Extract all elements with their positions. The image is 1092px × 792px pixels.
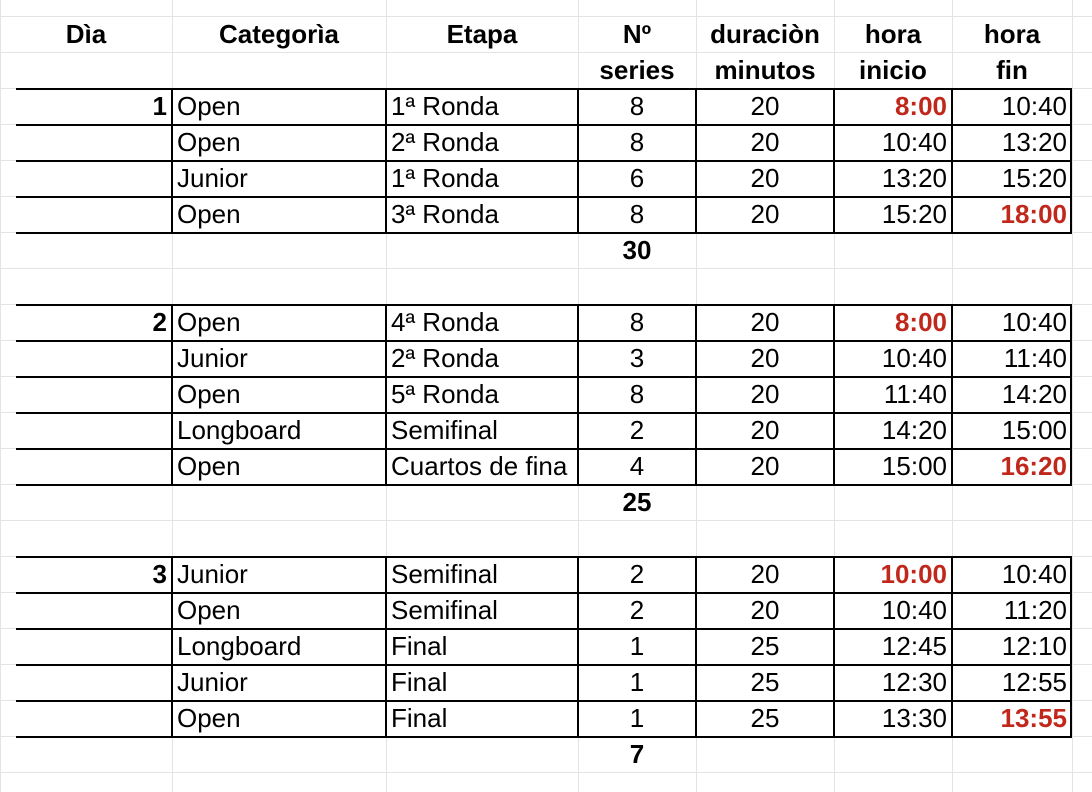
duracion-cell[interactable]: 25	[750, 631, 780, 661]
duracion-cell[interactable]: 25	[750, 703, 780, 733]
duracion-cell[interactable]: 20	[750, 379, 780, 409]
cell-border	[16, 484, 1072, 486]
cell-border	[577, 304, 579, 486]
categoria-cell[interactable]: Open	[177, 307, 241, 337]
cell-border	[1070, 304, 1072, 486]
categoria-cell[interactable]: Junior	[177, 343, 248, 373]
header-series-line2[interactable]: series	[599, 55, 675, 85]
cell-border	[385, 556, 387, 738]
grid-line-horizontal	[0, 16, 1092, 17]
series-total[interactable]: 7	[629, 739, 645, 769]
series-cell[interactable]: 1	[629, 631, 645, 661]
categoria-cell[interactable]: Open	[177, 703, 241, 733]
cell-border	[1070, 88, 1072, 234]
header-fin-line1[interactable]: hora	[983, 19, 1041, 49]
grid-line-vertical	[1072, 0, 1073, 792]
duracion-cell[interactable]: 20	[750, 415, 780, 445]
header-series-line1[interactable]: Nº	[622, 19, 652, 49]
cell-border	[171, 304, 173, 486]
grid-line-horizontal	[0, 520, 1092, 521]
hora-fin-cell[interactable]: 15:20	[1001, 163, 1067, 193]
cell-border	[171, 88, 173, 234]
series-cell[interactable]: 6	[629, 163, 645, 193]
cell-border	[16, 124, 1072, 126]
hora-inicio-cell[interactable]: 15:20	[881, 199, 947, 229]
header-categoria[interactable]: Categorìa	[219, 19, 339, 49]
cell-border	[16, 556, 1072, 558]
cell-border	[16, 232, 1072, 234]
hora-inicio-cell[interactable]: 14:20	[881, 415, 947, 445]
cell-border	[16, 628, 1072, 630]
header-fin-line2[interactable]: fin	[996, 55, 1028, 85]
cell-border	[385, 88, 387, 234]
hora-fin-cell[interactable]: 18:00	[1000, 199, 1067, 229]
cell-border	[951, 88, 953, 234]
etapa-cell[interactable]: 1ª Ronda	[391, 163, 499, 193]
cell-border	[16, 664, 1072, 666]
hora-inicio-cell[interactable]: 8:00	[894, 307, 947, 337]
hora-fin-cell[interactable]: 14:20	[1001, 379, 1067, 409]
cell-border	[16, 88, 1072, 90]
series-cell[interactable]: 1	[629, 667, 645, 697]
series-cell[interactable]: 2	[629, 595, 645, 625]
series-cell[interactable]: 8	[629, 199, 645, 229]
series-cell[interactable]: 8	[629, 379, 645, 409]
series-cell[interactable]: 8	[629, 127, 645, 157]
hora-inicio-cell[interactable]: 13:20	[881, 163, 947, 193]
duracion-cell[interactable]: 20	[750, 163, 780, 193]
cell-border	[577, 556, 579, 738]
categoria-cell[interactable]: Open	[177, 595, 241, 625]
hora-fin-cell[interactable]: 12:55	[1001, 667, 1067, 697]
categoria-cell[interactable]: Open	[177, 199, 241, 229]
etapa-cell[interactable]: 2ª Ronda	[391, 343, 499, 373]
etapa-cell[interactable]: Final	[391, 667, 448, 697]
categoria-cell[interactable]: Junior	[177, 667, 248, 697]
etapa-cell[interactable]: 4ª Ronda	[391, 307, 499, 337]
series-total[interactable]: 25	[622, 487, 652, 517]
etapa-cell[interactable]: 3ª Ronda	[391, 199, 499, 229]
hora-fin-cell[interactable]: 11:40	[1003, 343, 1067, 373]
categoria-cell[interactable]: Open	[177, 91, 241, 121]
hora-inicio-cell[interactable]: 12:30	[881, 667, 947, 697]
cell-border	[16, 592, 1072, 594]
hora-fin-cell[interactable]: 13:20	[1001, 127, 1067, 157]
cell-border	[16, 160, 1072, 162]
duracion-cell[interactable]: 25	[750, 667, 780, 697]
categoria-cell[interactable]: Open	[177, 451, 241, 481]
etapa-cell[interactable]: Final	[391, 631, 448, 661]
cell-border	[16, 304, 1072, 306]
categoria-cell[interactable]: Junior	[177, 163, 248, 193]
hora-fin-cell[interactable]: 12:10	[1001, 631, 1067, 661]
cell-border	[695, 556, 697, 738]
cell-border	[16, 412, 1072, 414]
header-etapa[interactable]: Etapa	[446, 19, 518, 49]
etapa-cell[interactable]: Semifinal	[391, 415, 498, 445]
hora-inicio-cell[interactable]: 15:00	[881, 451, 947, 481]
cell-border	[16, 196, 1072, 198]
cell-border	[695, 88, 697, 234]
hora-inicio-cell[interactable]: 10:40	[881, 343, 947, 373]
duracion-cell[interactable]: 20	[750, 91, 780, 121]
grid-line-horizontal	[0, 268, 1092, 269]
day-number[interactable]: 3	[152, 559, 167, 589]
header-inicio-line1[interactable]: hora	[864, 19, 922, 49]
hora-fin-cell[interactable]: 10:40	[1001, 307, 1067, 337]
cell-border	[833, 88, 835, 234]
etapa-cell[interactable]: Semifinal	[391, 595, 498, 625]
cell-border	[951, 556, 953, 738]
day-number[interactable]: 1	[152, 91, 167, 121]
cell-border	[16, 736, 1072, 738]
cell-border	[833, 556, 835, 738]
duracion-cell[interactable]: 20	[750, 595, 780, 625]
duracion-cell[interactable]: 20	[750, 199, 780, 229]
categoria-cell[interactable]: Longboard	[177, 631, 302, 661]
hora-inicio-cell[interactable]: 11:40	[883, 379, 947, 409]
categoria-cell[interactable]: Open	[177, 379, 241, 409]
series-total[interactable]: 30	[622, 235, 652, 265]
grid-line-horizontal	[0, 772, 1092, 773]
etapa-cell[interactable]: 2ª Ronda	[391, 127, 499, 157]
cell-border	[16, 448, 1072, 450]
grid-line-horizontal	[0, 52, 1092, 53]
categoria-cell[interactable]: Longboard	[177, 415, 302, 445]
hora-fin-cell[interactable]: 15:00	[1001, 415, 1067, 445]
cell-border	[16, 376, 1072, 378]
hora-fin-cell[interactable]: 13:55	[1000, 703, 1067, 733]
hora-inicio-cell[interactable]: 12:45	[881, 631, 947, 661]
cell-border	[171, 556, 173, 738]
hora-fin-cell[interactable]: 10:40	[1001, 91, 1067, 121]
duracion-cell[interactable]: 20	[750, 451, 780, 481]
series-cell[interactable]: 8	[629, 307, 645, 337]
etapa-cell[interactable]: Final	[391, 703, 448, 733]
duracion-cell[interactable]: 20	[750, 307, 780, 337]
cell-border	[833, 304, 835, 486]
day-number[interactable]: 2	[152, 307, 167, 337]
series-cell[interactable]: 2	[629, 415, 645, 445]
hora-inicio-cell[interactable]: 13:30	[881, 703, 947, 733]
series-cell[interactable]: 3	[629, 343, 645, 373]
cell-border	[695, 304, 697, 486]
hora-inicio-cell[interactable]: 8:00	[894, 91, 947, 121]
header-dia[interactable]: Dìa	[65, 19, 107, 49]
etapa-cell[interactable]: Semifinal	[391, 559, 498, 589]
series-cell[interactable]: 2	[629, 559, 645, 589]
header-duracion-line1[interactable]: duraciòn	[710, 19, 820, 49]
cell-border	[16, 700, 1072, 702]
header-duracion-line2[interactable]: minutos	[714, 55, 816, 85]
hora-fin-cell[interactable]: 16:20	[1000, 451, 1067, 481]
series-cell[interactable]: 4	[629, 451, 645, 481]
cell-border	[385, 304, 387, 486]
hora-fin-cell[interactable]: 10:40	[1001, 559, 1067, 589]
duracion-cell[interactable]: 20	[750, 127, 780, 157]
series-cell[interactable]: 8	[629, 91, 645, 121]
cell-border	[1070, 556, 1072, 738]
hora-fin-cell[interactable]: 11:20	[1003, 595, 1067, 625]
cell-border	[16, 340, 1072, 342]
etapa-cell[interactable]: 5ª Ronda	[391, 379, 499, 409]
hora-inicio-cell[interactable]: 10:40	[881, 127, 947, 157]
cell-border	[951, 304, 953, 486]
series-cell[interactable]: 1	[629, 703, 645, 733]
etapa-cell[interactable]: Cuartos de fina	[391, 451, 568, 481]
duracion-cell[interactable]: 20	[750, 343, 780, 373]
hora-inicio-cell[interactable]: 10:00	[880, 559, 947, 589]
categoria-cell[interactable]: Open	[177, 127, 241, 157]
duracion-cell[interactable]: 20	[750, 559, 780, 589]
etapa-cell[interactable]: 1ª Ronda	[391, 91, 499, 121]
categoria-cell[interactable]: Junior	[177, 559, 248, 589]
hora-inicio-cell[interactable]: 10:40	[881, 595, 947, 625]
cell-border	[577, 88, 579, 234]
header-inicio-line2[interactable]: inicio	[859, 55, 927, 85]
